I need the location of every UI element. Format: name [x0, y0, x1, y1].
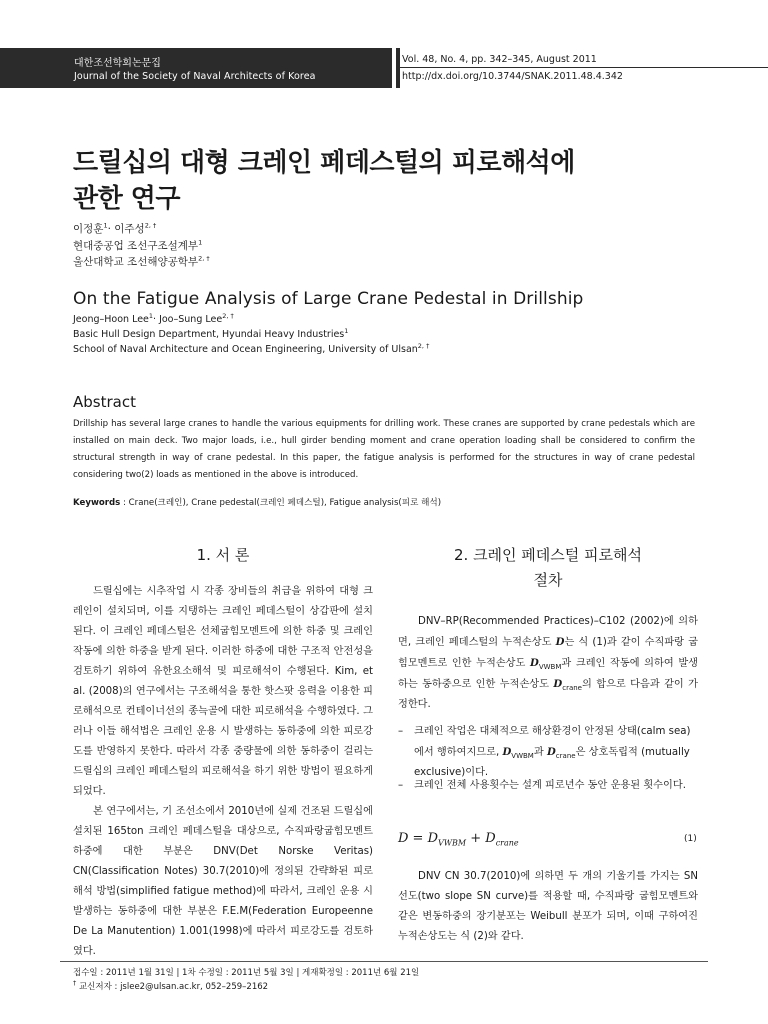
affiliation-ko-1-sup: 1: [198, 238, 203, 247]
authors-korean: [73, 222, 156, 237]
section-1-paragraph-1: 드릴십에는 시추작업 시 각종 장비들의 취급을 위하여 대형 크레인이 설치되며, 이를 지탱하는 크레인 페데스털이 상갑판에 설치된다. 이 크레인 페데스털은 선체굽힘모멘트에 의한 하중 및 크레인 작동에 의한 하중을 받게 된다. 이러한 하중에 대한 구조적 안전성을 검토하기 위하여 유한요소해석 및 피로해석이 수행된다. Kim, et al. (2008)의 연구에서는 구조해석을 통한 핫스팟 응력을 이용한 피로해석으로 컨테이너선의 종늑골에 대한 피로해석을 수행하였다. 그러나 이들 해석법은 크레인 운용 시 발생하는 동하중에 의한 피로강도를 반영하지 못한다. 따라서 각종 중량물에 의한 동하중이 걸리는 드릴십의 크레인 페데스털의 피로해석을 하기 위한 방법이 필요하게 되었다.: [73, 586, 373, 797]
section-2-heading: [398, 543, 698, 593]
author-2-ko: · 이주성: [107, 223, 145, 235]
abstract-text: Drillship has several large cranes to handle the various equipments for drilling work. These cranes are supported by crane pedestals which are installed on main deck. Two major loads, i.e., hull girder bending moment and crane operation loading shall be considered to confirm the structural strength in way of crane pedestal. In this paper, the fatigue analysis is performed for the structures in way of crane pedestal considering two(2) loads as mentioned in the above is introduced.: [73, 419, 695, 480]
author-1-en: Jeong–Hoon Lee: [73, 314, 149, 325]
header-divider-bar: [396, 48, 400, 88]
doi-link[interactable]: http://dx.doi.org/10.3744/SNAK.2011.48.4.342: [402, 71, 623, 82]
affiliation-en-1: [73, 327, 348, 342]
keywords: [73, 496, 441, 508]
section-2-heading-line2: 절차: [533, 571, 563, 589]
title-korean-line1: 드릴십의 대형 크레인 페데스털의 피로해석에: [73, 148, 575, 178]
symbol-d: D: [555, 636, 565, 648]
affiliation-en-2-text: School of Naval Architecture and Ocean Engineering, University of Ulsan: [73, 344, 418, 355]
bullet-dash-1: –: [398, 726, 404, 737]
footnote-divider: [60, 961, 708, 962]
abstract-heading: Abstract: [73, 393, 136, 411]
equation-sub-vwbm: VWBM: [438, 838, 467, 848]
authors-english: [73, 312, 234, 327]
affiliation-ko-1-text: 현대중공업 조선구조설계부: [73, 240, 199, 252]
section-1-heading: 1. 서 론: [196, 546, 250, 564]
header-divider-line: [396, 67, 768, 68]
author-1-en-sup: 1: [148, 311, 154, 320]
journal-name-block: [0, 48, 392, 88]
subscript-vwbm: VWBM: [538, 663, 562, 672]
journal-name-en: Journal of the Society of Naval Architects of Korea: [74, 71, 316, 82]
section-2-heading-line1: 2. 크레인 페데스털 피로해석: [453, 546, 642, 564]
section-2-paragraph-2: [398, 867, 698, 947]
affiliation-ko-1: [73, 239, 202, 254]
bullet-dash-2: –: [398, 780, 404, 791]
s2p1-part-a: DNV–RP(Recommended Practices)–C102 (2002)에 의하면, 크레인 페데스털의 누적손상도: [398, 616, 698, 648]
bullet-1-part-b: 과: [533, 747, 547, 758]
keywords-text: : Crane(크레인), Crane pedestal(크레인 페데스털), Fatigue analysis(피로 해석): [120, 498, 442, 508]
equation-lhs: D = D: [398, 831, 439, 846]
bullet-subscript-crane: crane: [555, 752, 576, 761]
bullet-subscript-vwbm: VWBM: [511, 752, 534, 761]
bullet-symbol-d-crane: D: [546, 746, 556, 758]
footnote-author-text: 교신저자 : jslee2@ulsan.ac.kr, 052–259–2162: [78, 982, 269, 992]
author-1-ko: 이정훈: [73, 223, 104, 235]
equation-1: [398, 831, 519, 848]
section-2-paragraph-2-text: DNV CN 30.7(2010)에 의하면 두 개의 기울기를 가지는 SN 선도(two slope SN curve)를 적용할 때, 수직파랑 굽힘모멘트와 같은 변동하중의 장기분포는 Weibull 분포가 되며, 이때 구하여진 누적손상도는 식 (2)와 같다.: [398, 871, 698, 942]
s2p1-part-c: 과 크레인 작동에 의하여 발생하는 동하중으로 인한 누적손상도: [398, 658, 698, 690]
author-2-en: · Joo–Sung Lee: [153, 314, 223, 325]
bullet-item-1: [398, 722, 698, 783]
author-2-sup: 2, †: [144, 221, 157, 230]
volume-info: Vol. 48, No. 4, pp. 342–345, August 2011: [402, 54, 597, 65]
bullet-item-2: [398, 776, 698, 796]
title-korean-line2: 관한 연구: [73, 184, 181, 214]
footnote-dagger: †: [73, 979, 77, 988]
citation-block: [396, 48, 768, 88]
author-2-en-sup: 2, †: [222, 311, 234, 320]
author-1-sup: 1: [103, 221, 108, 230]
bullet-2-text: 크레인 전체 사용횟수는 설계 피로년수 동안 운용된 횟수이다.: [414, 780, 686, 791]
section-1-paragraph-2: 본 연구에서는, 기 조선소에서 2010년에 실제 건조된 드릴십에 설치된 165ton 크레인 페데스털을 대상으로, 수직파랑굽힘모멘트 하중에 대한 부분은 DNV(Det Norske Veritas) CN(Classification Notes) 30.7(2010)에 정의된 간략화된 피로해석 방법(simplified fatigue method)에 따라서, 크레인 운용 시 발생하는 동하중에 대한 부분은 F.E.M(Federation Europeenne De La Manutention) 1.001(1998)에 따라서 피로강도를 검토하였다.: [73, 806, 373, 957]
footnote-dates: 접수일 : 2011년 1월 31일 | 1차 수정일 : 2011년 5월 3일 | 게재확정일 : 2011년 6월 21일: [73, 968, 420, 978]
affiliation-en-1-text: Basic Hull Design Department, Hyundai Heavy Industries: [73, 329, 345, 340]
affiliation-en-1-sup: 1: [344, 326, 349, 335]
title-korean: [73, 145, 713, 217]
affiliation-ko-2: [73, 255, 210, 270]
journal-name-ko: 대한조선학회논문집: [74, 58, 161, 69]
equation-1-number: (1): [684, 834, 697, 844]
bullet-1-part-a: 크레인 작업은 대체적으로 해상환경이 안정된 상태(calm sea)에서 행하여지므로,: [414, 726, 691, 758]
bullet-1-part-c: 은 상호독립적 (mutually exclusive)이다.: [414, 747, 690, 778]
title-english: On the Fatigue Analysis of Large Crane Pedestal in Drillship: [73, 289, 584, 309]
keywords-label: Keywords: [73, 498, 121, 508]
footnote-author: [73, 980, 268, 992]
affiliation-en-2: [73, 342, 429, 357]
equation-sub-crane: crane: [495, 838, 519, 848]
symbol-d-vwbm: D: [529, 657, 539, 669]
affiliation-ko-2-text: 울산대학교 조선해양공학부: [73, 256, 199, 268]
affiliation-en-2-sup: 2, †: [417, 341, 430, 350]
equation-plus: + D: [466, 831, 496, 846]
section-1-body: [73, 582, 373, 962]
section-2-paragraph-1: [398, 612, 698, 715]
subscript-crane: crane: [562, 684, 582, 693]
symbol-d-crane: D: [553, 678, 563, 690]
s2p1-part-d: 의 합으로 다음과 같이 가정한다.: [398, 679, 698, 710]
bullet-symbol-d-vwbm: D: [502, 746, 512, 758]
journal-header: [0, 48, 768, 88]
affiliation-ko-2-sup: 2, †: [198, 254, 210, 263]
s2p1-part-b: 는 식 (1)과 같이 수직파랑 굽힘모멘트로 인한 누적손상도: [398, 637, 698, 669]
